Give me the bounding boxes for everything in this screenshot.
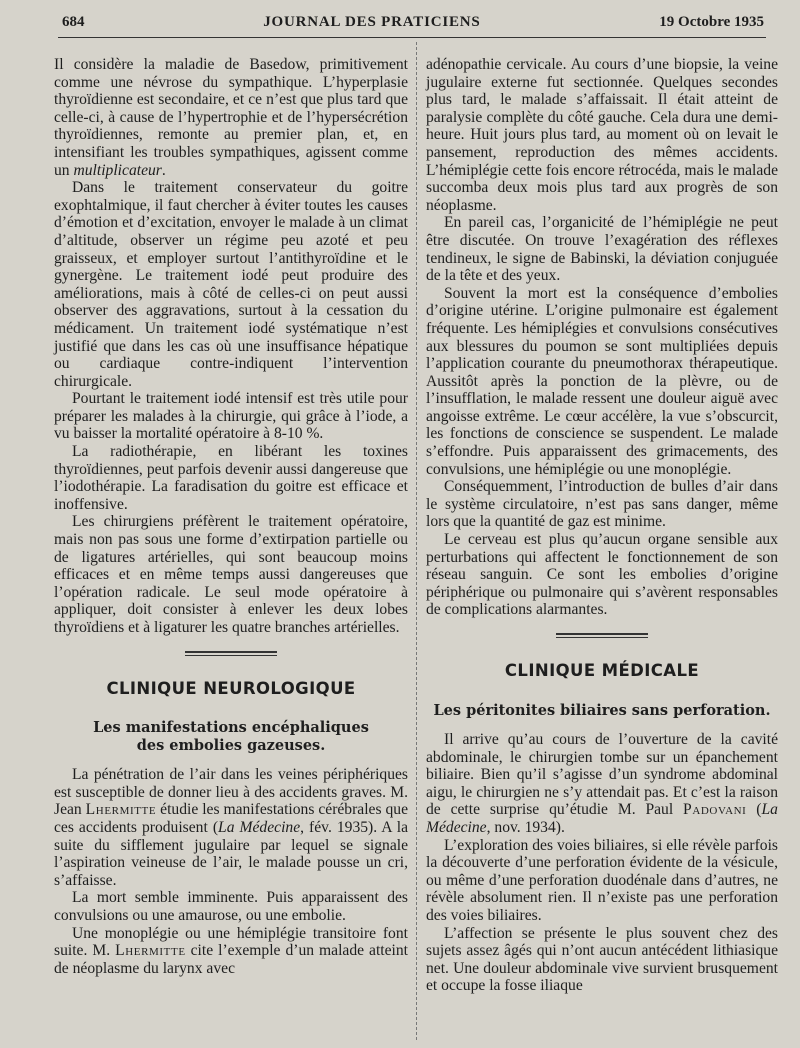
- paragraph: Dans le traitement conservateur du goitre exophtalmique, il faut chercher à éviter toutes les causes d’émotion et d’excitation, envoyer le malade à un climat d’altitude, observer un régime peu azoté et peu graisseux, et employer surtout l’antithyroïdine et le gynergène. Le traitement iodé peut produire des améliorations, mais à côté de celles-ci on peut aussi observer des aggravations, surtout à la cessation du médicament. Un traitement iodé systématique n’est justifié que dans les cas où une insuffisance hépatique ou cardiaque contre-indiquent l’intervention chirurgicale.: [54, 179, 408, 390]
- article-title: Les péritonites biliaires sans perforation.: [433, 701, 771, 719]
- paragraph: Il considère la maladie de Basedow, primitivement comme une névrose du sympathique. L’hyperplasie thyroïdienne est secondaire, et ce n’est que plus tard que celle-ci, à cause de l’hypertrophie et de l’hypersécrétion thyroïdiennes, remonte au premier plan, et, en intensifiant les troubles sympathiques, agissent comme un multiplicateur.: [54, 56, 408, 179]
- section-heading: CLINIQUE MÉDICALE: [504, 661, 700, 680]
- running-header: [62, 14, 764, 36]
- paragraph: adénopathie cervicale. Au cours d’une biopsie, la veine jugulaire externe fut sectionnée. Quelques secondes plus tard, le malade s’affaissait. Il était atteint de paralysie complète du côté gauche. Cela dura une demi-heure. Huit jours plus tard, au moment où on levait le pansement, reproduction des mêmes accidents. L’hémiplégie cette fois encore rétrocéda, mais le malade succomba deux mois plus tard aux progrès de son néoplasme.: [426, 56, 778, 214]
- paragraph: La mort semble imminente. Puis apparaissent des convulsions ou une amaurose, ou une embolie.: [54, 889, 408, 924]
- paragraph: L’exploration des voies biliaires, si elle révèle parfois la découverte d’une perforation évidente de la vésicule, ou même d’une perforation duodénale dans d’autres, ne révèle absolument rien. Il n’existe pas une perforation des voies biliaires.: [426, 836, 778, 925]
- paragraph: Il arrive qu’au cours de l’ouverture de la cavité abdominale, le chirurgien tombe sur un épanchement biliaire. Bien qu’il s’agisse d’un syndrome abdominal aigu, le chirurgien ne s’y attendait pas. Et c’est la raison de cette surprise qu’étudie M. Paul Padovani (La Médecine, nov. 1934).: [426, 731, 778, 837]
- paragraph: En pareil cas, l’organicité de l’hémiplégie ne peut être discutée. On trouve l’exagération des réflexes tendineux, le signe de Babinski, la déviation conjuguée de la tête et des yeux.: [426, 214, 778, 285]
- column-divider: [416, 42, 417, 1040]
- article-title: Les manifestations encéphaliques des embolies gazeuses.: [93, 719, 369, 754]
- paragraph: L’affection se présente le plus souvent chez des sujets assez âgés qui n’ont aucun antécédent lithiasique net. Une douleur abdominale vive survient brusquement et occupe la fosse iliaque: [426, 924, 778, 995]
- paragraph: Pourtant le traitement iodé intensif est très utile pour préparer les malades à la chirurgie, qui grâce à l’iode, a vu baisser la mortalité opératoire à 8-10 %.: [54, 390, 408, 443]
- paragraph: Souvent la mort est la conséquence d’embolies d’origine utérine. L’origine pulmonaire est également fréquente. Les hémiplégies et convulsions consécutives aux blessures du poumon se sont multipliées depuis l’application courante du pneumothorax thérapeutique. Aussitôt après la ponction de la plèvre, ou de l’insufflation, le malade ressent une douleur aiguë avec angoisse extrême. Le cœur accélère, la vue s’obscurcit, les fonctions de conscience se suspendent. Le malade s’effondre. Puis apparaissent des grimacements, des convulsions, une hémiplégie ou une monoplégie.: [426, 284, 778, 478]
- paragraph: Une monoplégie ou une hémiplégie transitoire font suite. M. Lhermitte cite l’exemple d’un malade atteint de néoplasme du larynx avec: [54, 924, 409, 977]
- section-heading: CLINIQUE NEUROLOGIQUE: [106, 678, 356, 698]
- paragraph: Le cerveau est plus qu’aucun organe sensible aux perturbations qui affectent le fonctionnement de son réseau sanguin. Ce sont les embolies d’origine périphérique ou pulmonaire qui s’avèrent responsables de complications alarmantes.: [426, 531, 778, 619]
- journal-title: JOURNAL DES PRATICIENS: [263, 14, 481, 30]
- section-separator: [185, 651, 277, 656]
- issue-date: 19 Octobre 1935: [659, 14, 764, 30]
- left-column: [54, 56, 408, 1038]
- page-number: 684: [62, 14, 85, 30]
- paragraph: Les chirurgiens préfèrent le traitement opératoire, mais non pas sous une forme d’extirpation partielle ou de ligatures artérielles, qui sont beaucoup moins efficaces et en même temps aussi dangereuses que l’opération radicale. Le seul mode opératoire à appliquer, doit consister à enlever les deux lobes thyroïdiens et à ligaturer les quatre branches artérielles.: [54, 513, 408, 636]
- right-column: [426, 56, 778, 1038]
- paragraph: La radiothérapie, en libérant les toxines thyroïdiennes, peut parfois devenir aussi dangereuse que l’iodothérapie. La faradisation du goitre est efficace et inoffensive.: [54, 443, 408, 513]
- paragraph: Conséquemment, l’introduction de bulles d’air dans le système circulatoire, n’est pas sans danger, même lors que la quantité de gaz est minime.: [426, 478, 778, 531]
- section-separator: [556, 633, 648, 638]
- header-rule: [58, 37, 766, 38]
- paragraph: La pénétration de l’air dans les veines périphériques est susceptible de donner lieu à des accidents graves. M. Jean Lhermitte étudie les manifestations cérébrales que ces accidents produisent (La Médecine, fév. 1935). A la suite du sifflement jugulaire par lequel se signale l’aspiration veineuse de l’air, le malade pousse un cri, s’affaisse.: [54, 766, 408, 889]
